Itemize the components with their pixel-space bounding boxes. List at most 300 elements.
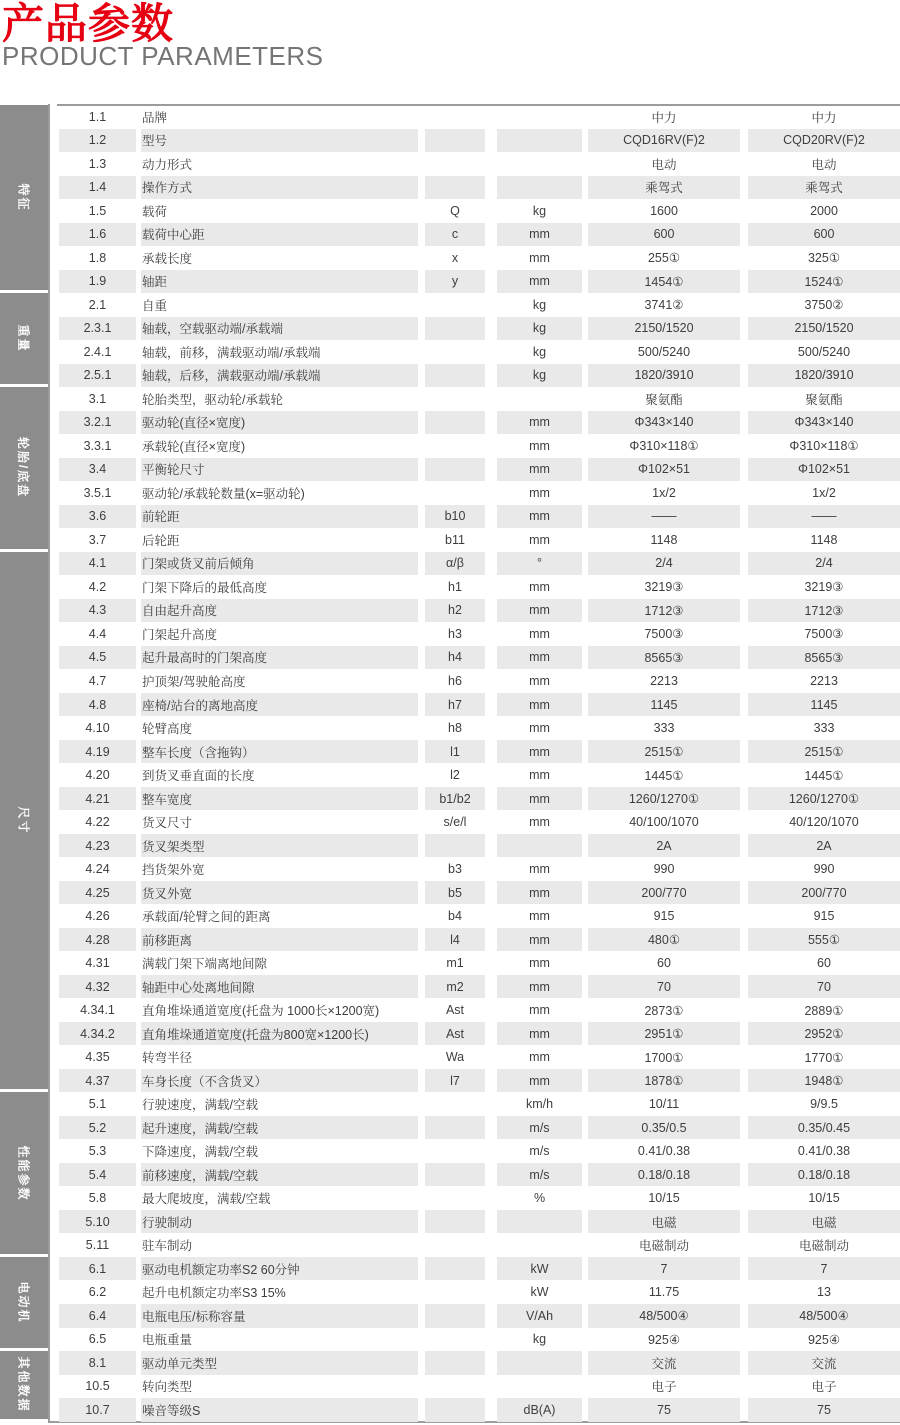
value-model-2: 电子	[811, 1380, 837, 1395]
value-model-1: 1820/3910	[588, 364, 740, 388]
table-row	[0, 105, 900, 129]
row-number: 4.20	[85, 768, 110, 783]
param-name: 前轮距	[141, 505, 418, 529]
param-unit	[497, 1210, 582, 1234]
value-model-1: 48/500④	[588, 1304, 740, 1328]
row-number: 10.5	[85, 1379, 110, 1394]
table-row	[0, 575, 900, 599]
param-symbol	[425, 1328, 485, 1352]
param-unit: mm	[529, 768, 550, 783]
param-name: 轮臂高度	[142, 722, 193, 736]
param-symbol: b5	[425, 881, 485, 905]
value-model-1: 2150/1520	[588, 317, 740, 341]
param-unit	[497, 129, 582, 153]
value-model-2: 200/770	[748, 881, 900, 905]
section-label: 电动机	[16, 1281, 31, 1324]
table-row	[0, 340, 900, 364]
row-number: 3.6	[59, 505, 136, 529]
param-unit	[497, 834, 582, 858]
section-label: 重量	[16, 324, 31, 353]
value-model-2: 1948①	[748, 1069, 900, 1093]
table-row	[0, 787, 900, 811]
param-symbol: b1/b2	[425, 787, 485, 811]
param-unit	[497, 1233, 582, 1257]
value-model-1: 1700①	[644, 1050, 684, 1065]
table-row	[0, 505, 900, 529]
value-model-1: 70	[588, 975, 740, 999]
row-number: 4.2	[88, 579, 107, 594]
param-name: 前移距离	[141, 928, 418, 952]
table-row	[0, 1375, 900, 1399]
value-model-2: 990	[813, 862, 835, 877]
param-unit: km/h	[525, 1097, 554, 1112]
param-symbol	[425, 834, 485, 858]
param-unit: m/s	[497, 1116, 582, 1140]
value-model-2: 2213	[810, 673, 838, 688]
param-symbol	[425, 481, 485, 505]
param-unit: mm	[497, 458, 582, 482]
table-row	[0, 458, 900, 482]
param-name: 货叉尺寸	[142, 816, 193, 831]
value-model-2: 8565③	[748, 646, 900, 670]
param-name: 驻车制动	[142, 1239, 193, 1254]
value-model-2: 2150/1520	[748, 317, 900, 341]
param-name: 驱动电机额定功率S2 60分钟	[141, 1257, 418, 1281]
param-symbol: Ast	[445, 1003, 465, 1018]
row-number: 4.31	[85, 956, 110, 971]
table-row	[0, 716, 900, 740]
param-unit: kg	[497, 317, 582, 341]
row-number: 5.3	[88, 1144, 107, 1159]
param-unit: °	[497, 552, 582, 576]
param-unit: mm	[497, 975, 582, 999]
section-label: 尺寸	[16, 806, 31, 835]
param-symbol	[425, 152, 485, 176]
param-symbol: b4	[448, 909, 462, 924]
value-model-1: 10/11	[648, 1097, 680, 1112]
param-unit: mm	[529, 1003, 550, 1018]
param-symbol: l7	[425, 1069, 485, 1093]
param-name: 操作方式	[141, 176, 418, 200]
param-name: 到货叉垂直面的长度	[142, 769, 255, 784]
param-unit: mm	[497, 928, 582, 952]
table-row	[0, 646, 900, 670]
param-unit: mm	[497, 223, 582, 247]
table-row	[0, 975, 900, 999]
param-symbol	[425, 129, 485, 153]
table-row	[0, 552, 900, 576]
value-model-1: 电动	[651, 157, 677, 172]
value-model-2: 75	[748, 1398, 900, 1422]
param-name: 电瓶重量	[142, 1333, 193, 1348]
value-model-1: 200/770	[588, 881, 740, 905]
param-unit	[497, 1375, 582, 1399]
row-number: 5.10	[59, 1210, 136, 1234]
param-name: 轴距	[141, 270, 418, 294]
param-symbol	[425, 1375, 485, 1399]
param-name: 轴距中心处离地间隙	[141, 975, 418, 999]
table-row	[0, 810, 900, 834]
param-name: 行驶制动	[141, 1210, 418, 1234]
table-row	[0, 317, 900, 341]
param-symbol: h3	[448, 626, 462, 641]
row-number: 2.3.1	[59, 317, 136, 341]
param-unit: m/s	[497, 1163, 582, 1187]
value-model-2: 2/4	[748, 552, 900, 576]
param-unit: dB(A)	[497, 1398, 582, 1422]
param-name: 车身长度（不含货叉）	[141, 1069, 418, 1093]
param-symbol	[425, 105, 485, 129]
param-unit: mm	[529, 862, 550, 877]
table-row	[0, 622, 900, 646]
row-number: 4.26	[85, 909, 110, 924]
value-model-1: 1878①	[588, 1069, 740, 1093]
param-name: 品牌	[142, 110, 168, 125]
param-unit: mm	[497, 787, 582, 811]
param-symbol: x	[451, 250, 459, 265]
value-model-1: 2873①	[644, 1003, 684, 1018]
row-number: 3.4	[59, 458, 136, 482]
row-number: 6.2	[88, 1285, 107, 1300]
param-symbol: h7	[425, 693, 485, 717]
param-unit: mm	[497, 693, 582, 717]
param-unit	[497, 176, 582, 200]
param-name: 驱动轮/承载轮数量(x=驱动轮)	[142, 486, 305, 501]
value-model-2: 1770①	[804, 1050, 844, 1065]
page-title: 产品参数	[2, 0, 175, 47]
param-name: 门架起升高度	[142, 627, 218, 642]
param-name: 座椅/站台的离地高度	[141, 693, 418, 717]
value-model-1: 500/5240	[637, 344, 691, 359]
page-subtitle: PRODUCT PARAMETERS	[2, 41, 324, 72]
value-model-2: 电磁	[748, 1210, 900, 1234]
table-row	[0, 1304, 900, 1328]
param-symbol	[425, 1257, 485, 1281]
value-model-2: 1260/1270①	[748, 787, 900, 811]
value-model-2: 中力	[811, 110, 837, 125]
param-unit: mm	[497, 740, 582, 764]
param-symbol: s/e/l	[443, 815, 467, 830]
param-symbol	[425, 1116, 485, 1140]
table-row	[0, 199, 900, 223]
param-unit: mm	[529, 438, 550, 453]
param-unit: kg	[532, 1332, 547, 1347]
row-number: 5.1	[88, 1097, 107, 1112]
value-model-2: Φ102×51	[748, 458, 900, 482]
value-model-2: 325①	[807, 251, 841, 266]
param-symbol	[425, 434, 485, 458]
row-number: 3.7	[88, 532, 107, 547]
table-row	[0, 1092, 900, 1116]
value-model-1: 11.75	[648, 1285, 680, 1300]
value-model-2: 9/9.5	[810, 1097, 838, 1112]
param-unit: mm	[497, 411, 582, 435]
param-name: 轴载，前移，满载驱动端/承载端	[142, 345, 321, 360]
row-number: 1.6	[59, 223, 136, 247]
value-model-1: Φ102×51	[588, 458, 740, 482]
value-model-1: 1712③	[588, 599, 740, 623]
row-number: 2.4.1	[83, 344, 112, 359]
value-model-2: 1145	[748, 693, 900, 717]
table-row	[0, 1139, 900, 1163]
row-number: 3.2.1	[59, 411, 136, 435]
param-unit	[497, 387, 582, 411]
param-symbol: h4	[425, 646, 485, 670]
row-number: 8.1	[59, 1351, 136, 1375]
param-symbol	[425, 1186, 485, 1210]
param-name: 直角堆垛通道宽度(托盘为 1000长×1200宽)	[142, 1004, 380, 1019]
param-name: 货叉架类型	[141, 834, 418, 858]
param-symbol: y	[425, 270, 485, 294]
param-symbol	[425, 411, 485, 435]
value-model-1: 1148	[650, 532, 678, 547]
table-row	[0, 434, 900, 458]
value-model-2: 7500③	[804, 627, 844, 642]
value-model-2: 2515①	[748, 740, 900, 764]
row-number: 2.1	[88, 297, 107, 312]
value-model-2: 电动	[811, 157, 837, 172]
table-row	[0, 293, 900, 317]
row-number: 1.4	[59, 176, 136, 200]
value-model-2: 1445①	[804, 768, 844, 783]
row-number: 4.24	[85, 862, 110, 877]
param-symbol	[425, 340, 485, 364]
value-model-1: ——	[588, 505, 740, 529]
param-name: 整车长度（含拖钩）	[141, 740, 418, 764]
value-model-1: 990	[653, 862, 675, 877]
table-row	[0, 857, 900, 881]
table-row	[0, 1398, 900, 1422]
table-row	[0, 928, 900, 952]
section-label: 其他数据	[16, 1356, 31, 1413]
param-unit: mm	[529, 532, 550, 547]
table-row	[0, 1045, 900, 1069]
param-name: 轴载，后移，满载驱动端/承载端	[141, 364, 418, 388]
param-symbol	[425, 317, 485, 341]
param-unit: mm	[529, 485, 550, 500]
param-unit	[497, 152, 582, 176]
param-name: 电瓶电压/标称容量	[141, 1304, 418, 1328]
row-number: 4.34.1	[80, 1003, 115, 1018]
param-symbol	[425, 458, 485, 482]
value-model-1: 2515①	[588, 740, 740, 764]
param-unit: mm	[529, 673, 550, 688]
row-number: 4.21	[59, 787, 136, 811]
param-name: 整车宽度	[141, 787, 418, 811]
value-model-2: 13	[817, 1285, 831, 1300]
table-row	[0, 740, 900, 764]
row-number: 1.1	[88, 109, 107, 124]
param-name: 承载长度	[142, 251, 193, 266]
value-model-1: Φ343×140	[588, 411, 740, 435]
param-symbol	[425, 293, 485, 317]
value-model-2: 2889①	[804, 1003, 844, 1018]
value-model-2: 60	[817, 956, 831, 971]
table-row	[0, 1257, 900, 1281]
row-number: 1.8	[88, 250, 107, 265]
param-name: 最大爬坡度，满载/空载	[142, 1192, 271, 1207]
table-row	[0, 411, 900, 435]
param-name: 平衡轮尺寸	[141, 458, 418, 482]
table-row	[0, 481, 900, 505]
param-name: 动力形式	[142, 157, 193, 172]
row-number: 4.37	[59, 1069, 136, 1093]
value-model-1: 7	[588, 1257, 740, 1281]
value-model-2: 10/15	[808, 1191, 840, 1206]
row-number: 4.25	[59, 881, 136, 905]
param-symbol: h2	[425, 599, 485, 623]
value-model-2: 交流	[748, 1351, 900, 1375]
row-number: 3.5.1	[83, 485, 112, 500]
param-symbol	[425, 1163, 485, 1187]
value-model-2: 电磁制动	[798, 1239, 849, 1254]
row-number: 1.5	[88, 203, 107, 218]
value-model-2: Φ343×140	[748, 411, 900, 435]
row-number: 4.35	[85, 1050, 110, 1065]
value-model-1: 480①	[588, 928, 740, 952]
value-model-2: 3219③	[804, 580, 844, 595]
param-symbol: l4	[425, 928, 485, 952]
row-number: 4.34.2	[59, 1022, 136, 1046]
param-symbol: Q	[450, 203, 460, 218]
row-number: 3.1	[88, 391, 107, 406]
param-unit: mm	[497, 646, 582, 670]
value-model-1: CQD16RV(F)2	[588, 129, 740, 153]
row-number: 4.32	[59, 975, 136, 999]
param-unit: mm	[497, 881, 582, 905]
value-model-1: 电磁	[588, 1210, 740, 1234]
value-model-1: 交流	[588, 1351, 740, 1375]
table-row	[0, 1328, 900, 1352]
param-name: 起升最高时的门架高度	[141, 646, 418, 670]
value-model-2: 7	[748, 1257, 900, 1281]
table-row	[0, 881, 900, 905]
value-model-2: 48/500④	[748, 1304, 900, 1328]
value-model-1: 600	[588, 223, 740, 247]
param-name: 行驶速度，满载/空载	[142, 1098, 258, 1113]
section-label: 轮胎/底盘	[16, 437, 31, 499]
param-symbol: l1	[425, 740, 485, 764]
table-row	[0, 1022, 900, 1046]
table-row	[0, 904, 900, 928]
param-name: 转弯半径	[142, 1051, 193, 1066]
row-number: 4.3	[59, 599, 136, 623]
value-model-1: 915	[653, 909, 675, 924]
value-model-1: 1454①	[588, 270, 740, 294]
value-model-1: 333	[653, 721, 675, 735]
value-model-1: 75	[588, 1398, 740, 1422]
table-row	[0, 1210, 900, 1234]
value-model-2: 0.35/0.45	[748, 1116, 900, 1140]
value-model-2: 1524①	[748, 270, 900, 294]
param-symbol: l2	[450, 768, 460, 783]
value-model-2: 聚氨酯	[805, 392, 843, 407]
param-symbol	[425, 1139, 485, 1163]
table-row	[0, 246, 900, 270]
value-model-1: 7500③	[644, 627, 684, 642]
param-unit: mm	[529, 815, 550, 830]
value-model-2: ——	[748, 505, 900, 529]
param-name: 转向类型	[142, 1380, 193, 1395]
row-number: 6.1	[59, 1257, 136, 1281]
param-symbol: h8	[448, 721, 462, 735]
value-model-1: 8565③	[588, 646, 740, 670]
param-symbol	[425, 1233, 485, 1257]
row-number: 6.4	[59, 1304, 136, 1328]
param-symbol: Ast	[425, 1022, 485, 1046]
row-number: 4.23	[59, 834, 136, 858]
param-symbol: h1	[448, 579, 462, 594]
param-unit: mm	[529, 626, 550, 641]
param-unit: mm	[497, 270, 582, 294]
param-name: 承载轮(直径×宽度)	[142, 439, 246, 454]
value-model-1: 925④	[647, 1332, 681, 1347]
value-model-1: 2951①	[588, 1022, 740, 1046]
row-number: 1.9	[59, 270, 136, 294]
row-number: 4.19	[59, 740, 136, 764]
param-symbol	[425, 1351, 485, 1375]
param-name: 起升速度，满载/空载	[141, 1116, 418, 1140]
param-symbol	[425, 1398, 485, 1422]
table-row	[0, 129, 900, 153]
param-name: 直角堆垛通道宽度(托盘为800宽×1200长)	[141, 1022, 418, 1046]
row-number: 4.8	[59, 693, 136, 717]
table-row	[0, 669, 900, 693]
row-number: 1.3	[88, 156, 107, 171]
table-row	[0, 364, 900, 388]
param-name: 起升电机额定功率S3 15%	[142, 1286, 286, 1301]
param-name: 货叉外宽	[141, 881, 418, 905]
param-unit: kW	[530, 1285, 549, 1300]
table-row	[0, 528, 900, 552]
value-model-2: 0.18/0.18	[748, 1163, 900, 1187]
table-row	[0, 1281, 900, 1305]
row-number: 4.22	[85, 815, 110, 830]
value-model-1: 255①	[647, 251, 681, 266]
table-row	[0, 1351, 900, 1375]
param-unit: kg	[532, 203, 547, 218]
param-name: 承载面/轮臂之间的距离	[142, 910, 271, 925]
param-symbol	[425, 176, 485, 200]
param-symbol	[425, 364, 485, 388]
param-symbol	[425, 1304, 485, 1328]
param-symbol	[425, 1281, 485, 1305]
table-row	[0, 599, 900, 623]
value-model-2: 1820/3910	[748, 364, 900, 388]
param-symbol: b11	[445, 532, 465, 547]
param-unit: mm	[497, 1069, 582, 1093]
value-model-1: 10/15	[648, 1191, 680, 1206]
param-unit	[497, 105, 582, 129]
table-row	[0, 176, 900, 200]
table-row	[0, 1233, 900, 1257]
row-number: 5.8	[88, 1191, 107, 1206]
value-model-1: 2213	[650, 673, 678, 688]
param-symbol	[425, 1092, 485, 1116]
row-number: 4.28	[59, 928, 136, 952]
value-model-1: 1445①	[644, 768, 684, 783]
param-name: 轴载，空载驱动端/承载端	[141, 317, 418, 341]
param-symbol: c	[425, 223, 485, 247]
value-model-2: 555①	[748, 928, 900, 952]
param-name: 自由起升高度	[141, 599, 418, 623]
param-name: 轮胎类型，驱动轮/承载轮	[142, 392, 283, 407]
row-number: 5.4	[59, 1163, 136, 1187]
value-model-1: 2A	[588, 834, 740, 858]
param-symbol: m2	[425, 975, 485, 999]
row-number: 4.1	[59, 552, 136, 576]
param-name: 自重	[142, 298, 168, 313]
